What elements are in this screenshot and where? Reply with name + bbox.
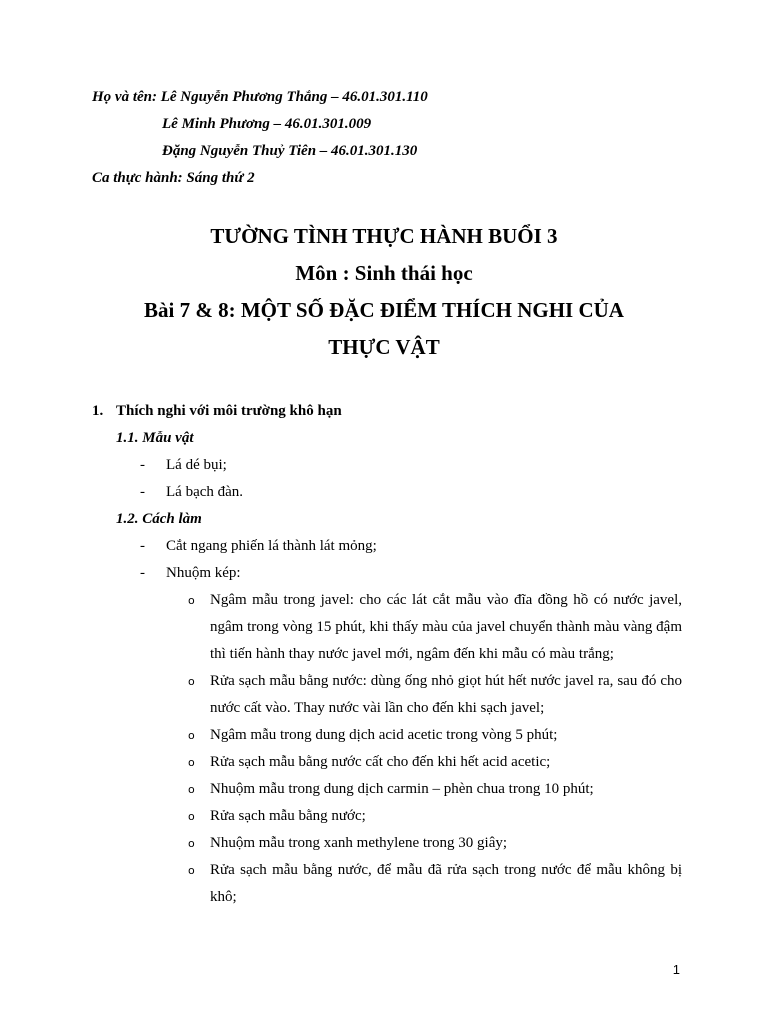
step-text: Nhuộm mẫu trong dung dịch carmin – phèn chua trong 10 phút;: [210, 781, 594, 797]
dash-bullet: -: [140, 565, 145, 581]
step-text: Nhuộm mẫu trong xanh methylene trong 30 giây;: [210, 835, 508, 851]
circle-bullet-icon: o: [188, 756, 195, 769]
list-item-text: Cắt ngang phiến lá thành lát mỏng;: [166, 538, 377, 554]
practice-session-line: Ca thực hành: Sáng thứ 2: [92, 170, 255, 186]
list-item: [92, 533, 682, 560]
specimen-list: [92, 452, 682, 506]
section-title: Thích nghi với môi trường khô hạn: [116, 403, 342, 419]
circle-bullet-icon: o: [188, 594, 195, 607]
body-content: [92, 398, 682, 911]
circle-bullet-icon: o: [188, 783, 195, 796]
list-item: [92, 452, 682, 479]
author-block: [92, 84, 428, 192]
step-text: Rửa sạch mẫu bằng nước;: [210, 808, 366, 824]
list-item-text: Nhuộm kép:: [166, 565, 241, 581]
list-item: [92, 479, 682, 506]
circle-bullet-icon: o: [188, 729, 195, 742]
page-number: 1: [672, 962, 680, 977]
subsection-heading: 1.2. Cách làm: [116, 511, 202, 527]
author-line: Lê Minh Phương – 46.01.301.009: [162, 116, 372, 132]
list-item-text: Lá bạch đàn.: [166, 484, 244, 500]
circle-bullet-icon: o: [188, 675, 195, 688]
step-text: Rửa sạch mẫu bằng nước: dùng ống nhỏ giọt hút hết nước javel ra, sau đó cho nước cất vào. Thay nước vài lần cho đến khi sạch javel;: [210, 673, 682, 716]
section-heading: [92, 398, 682, 425]
author-line: Đặng Nguyễn Thuỷ Tiên – 46.01.301.130: [162, 143, 418, 159]
lesson-title: Bài 7 & 8: MỘT SỐ ĐẶC ĐIỂM THÍCH NGHI CỦA: [144, 298, 624, 322]
list-item: [92, 560, 682, 587]
lesson-title-continued: THỰC VẬT: [328, 335, 440, 359]
dash-bullet: -: [140, 484, 145, 500]
circle-bullet-icon: o: [188, 864, 195, 877]
list-item: [92, 830, 682, 857]
step-text: Ngâm mẫu trong javel: cho các lát cắt mẫu vào đĩa đồng hồ có nước javel, ngâm trong vòng 15 phút, khi thấy màu của javel chuyển thành màu vàng đậm thì tiến hành thay nước javel mới, ngâm đến khi mẫu có màu trắng;: [210, 592, 682, 662]
list-item: [92, 587, 682, 668]
title-block: [0, 218, 768, 366]
subsection-heading: 1.1. Mẫu vật: [116, 430, 194, 446]
report-title: TƯỜNG TÌNH THỰC HÀNH BUỔI 3: [210, 224, 558, 248]
list-item-text: Lá dé bụi;: [166, 457, 227, 473]
section-number: 1.: [92, 403, 104, 419]
step-text: Rửa sạch mẫu bằng nước, để mẫu đã rửa sạch trong nước để mẫu không bị khô;: [210, 862, 682, 905]
subject-title: Môn : Sinh thái học: [295, 261, 473, 285]
method-list: [92, 533, 682, 587]
author-line: Họ và tên: Lê Nguyễn Phương Thắng – 46.01.301.110: [92, 89, 428, 105]
staining-steps-list: [92, 587, 682, 911]
list-item: [92, 668, 682, 722]
list-item: [92, 722, 682, 749]
step-text: Ngâm mẫu trong dung dịch acid acetic trong vòng 5 phút;: [210, 727, 558, 743]
list-item: [92, 857, 682, 911]
list-item: [92, 749, 682, 776]
dash-bullet: -: [140, 538, 145, 554]
dash-bullet: -: [140, 457, 145, 473]
list-item: [92, 803, 682, 830]
circle-bullet-icon: o: [188, 837, 195, 850]
circle-bullet-icon: o: [188, 810, 195, 823]
step-text: Rửa sạch mẫu bằng nước cất cho đến khi hết acid acetic;: [210, 754, 551, 770]
list-item: [92, 776, 682, 803]
